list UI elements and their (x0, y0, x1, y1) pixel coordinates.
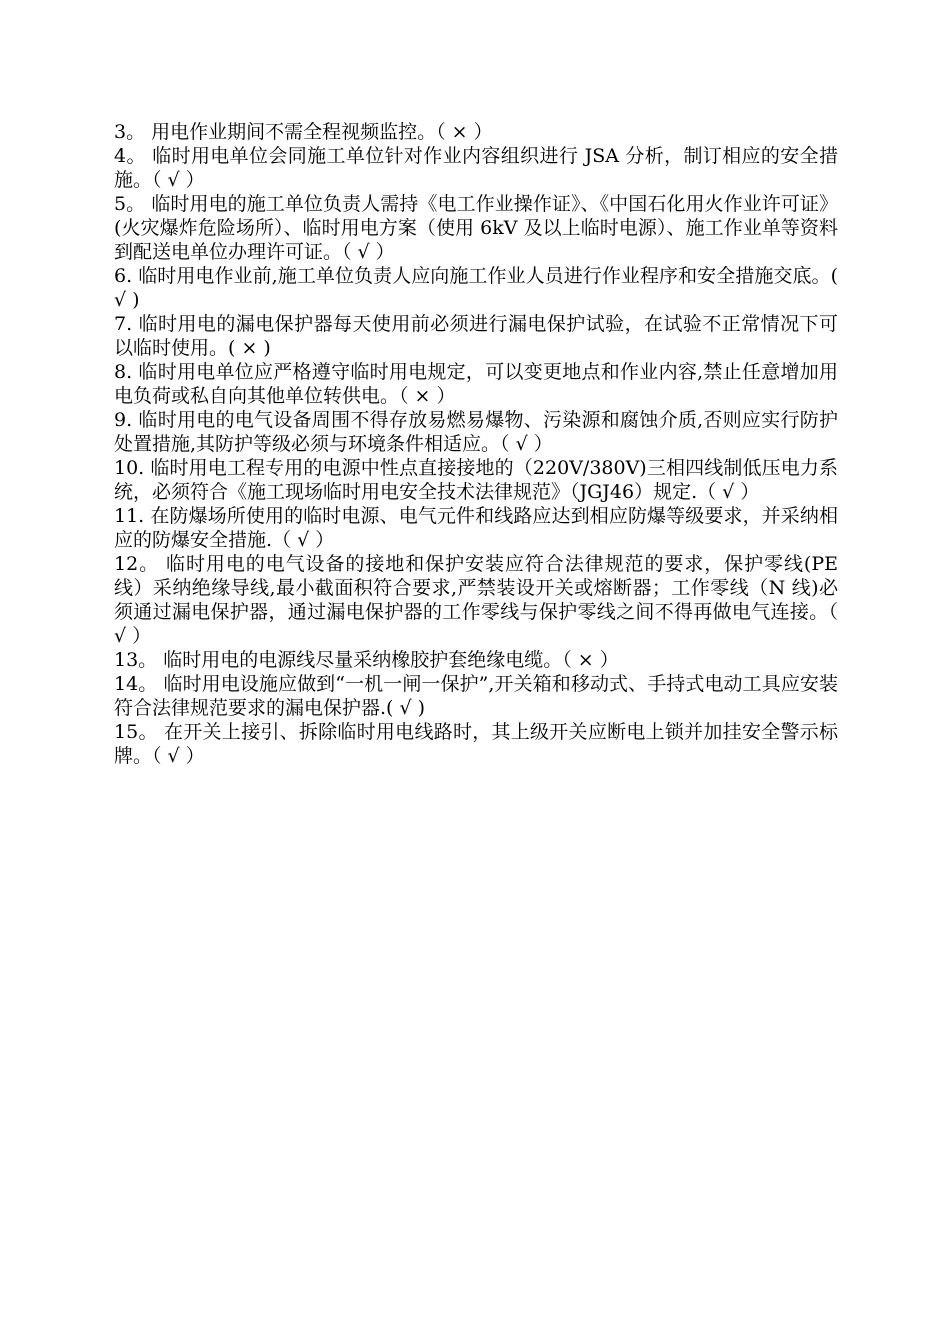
question-item-10: 10. 临时用电工程专用的电源中性点直接接地的（220V/380V)三相四线制低压电力系统，必须符合《施工现场临时用电安全技术法律规范》（JGJ46）规定.（ √ ） (114, 457, 838, 503)
question-item-8: 8. 临时用电单位应严格遵守临时用电规定，可以变更地点和作业内容,禁止任意增加用电负荷或私自向其他单位转供电。（ × ） (114, 361, 838, 407)
question-item-4: 4。 临时用电单位会同施工单位针对作业内容组织进行 JSA 分析，制订相应的安全措施。（ √ ） (114, 145, 838, 191)
question-item-15: 15。 在开关上接引、拆除临时用电线路时，其上级开关应断电上锁并加挂安全警示标牌。（ √ ） (114, 721, 838, 767)
question-item-9: 9. 临时用电的电气设备周围不得存放易燃易爆物、污染源和腐蚀介质,否则应实行防护处置措施,其防护等级必须与环境条件相适应。（ √ ） (114, 409, 838, 455)
question-item-5: 5。 临时用电的施工单位负责人需持《电工作业操作证》、《中国石化用火作业许可证》(火灾爆炸危险场所）、临时用电方案（使用 6kV 及以上临时电源）、施工作业单等资料到配送电单位办理许可证。（ √ ） (114, 193, 838, 263)
question-item-7: 7. 临时用电的漏电保护器每天使用前必须进行漏电保护试验，在试验不正常情况下可以临时使用。( × ) (114, 313, 838, 359)
question-item-13: 13。 临时用电的电源线尽量采纳橡胶护套绝缘电缆。（ × ） (114, 649, 619, 671)
question-item-6: 6. 临时用电作业前,施工单位负责人应向施工作业人员进行作业程序和安全措施交底。( √ ) (114, 265, 838, 311)
question-item-14: 14。 临时用电设施应做到“一机一闸一保护”,开关箱和移动式、手持式电动工具应安装符合法律规范要求的漏电保护器.( √ ) (114, 673, 838, 719)
question-item-12: 12。 临时用电的电气设备的接地和保护安装应符合法律规范的要求，保护零线(PE 线）采纳绝缘导线,最小截面积符合要求,严禁装设开关或熔断器；工作零线（N 线)必须通过漏电保护器，通过漏电保护器的工作零线与保护零线之间不得再做电气连接。（ √ ） (114, 553, 838, 647)
question-item-3: 3。 用电作业期间不需全程视频监控。（ × ） (114, 121, 493, 143)
document-body (114, 120, 838, 768)
question-item-11: 11. 在防爆场所使用的临时电源、电气元件和线路应达到相应防爆等级要求，并采纳相应的防爆安全措施.（ √ ） (114, 505, 838, 551)
